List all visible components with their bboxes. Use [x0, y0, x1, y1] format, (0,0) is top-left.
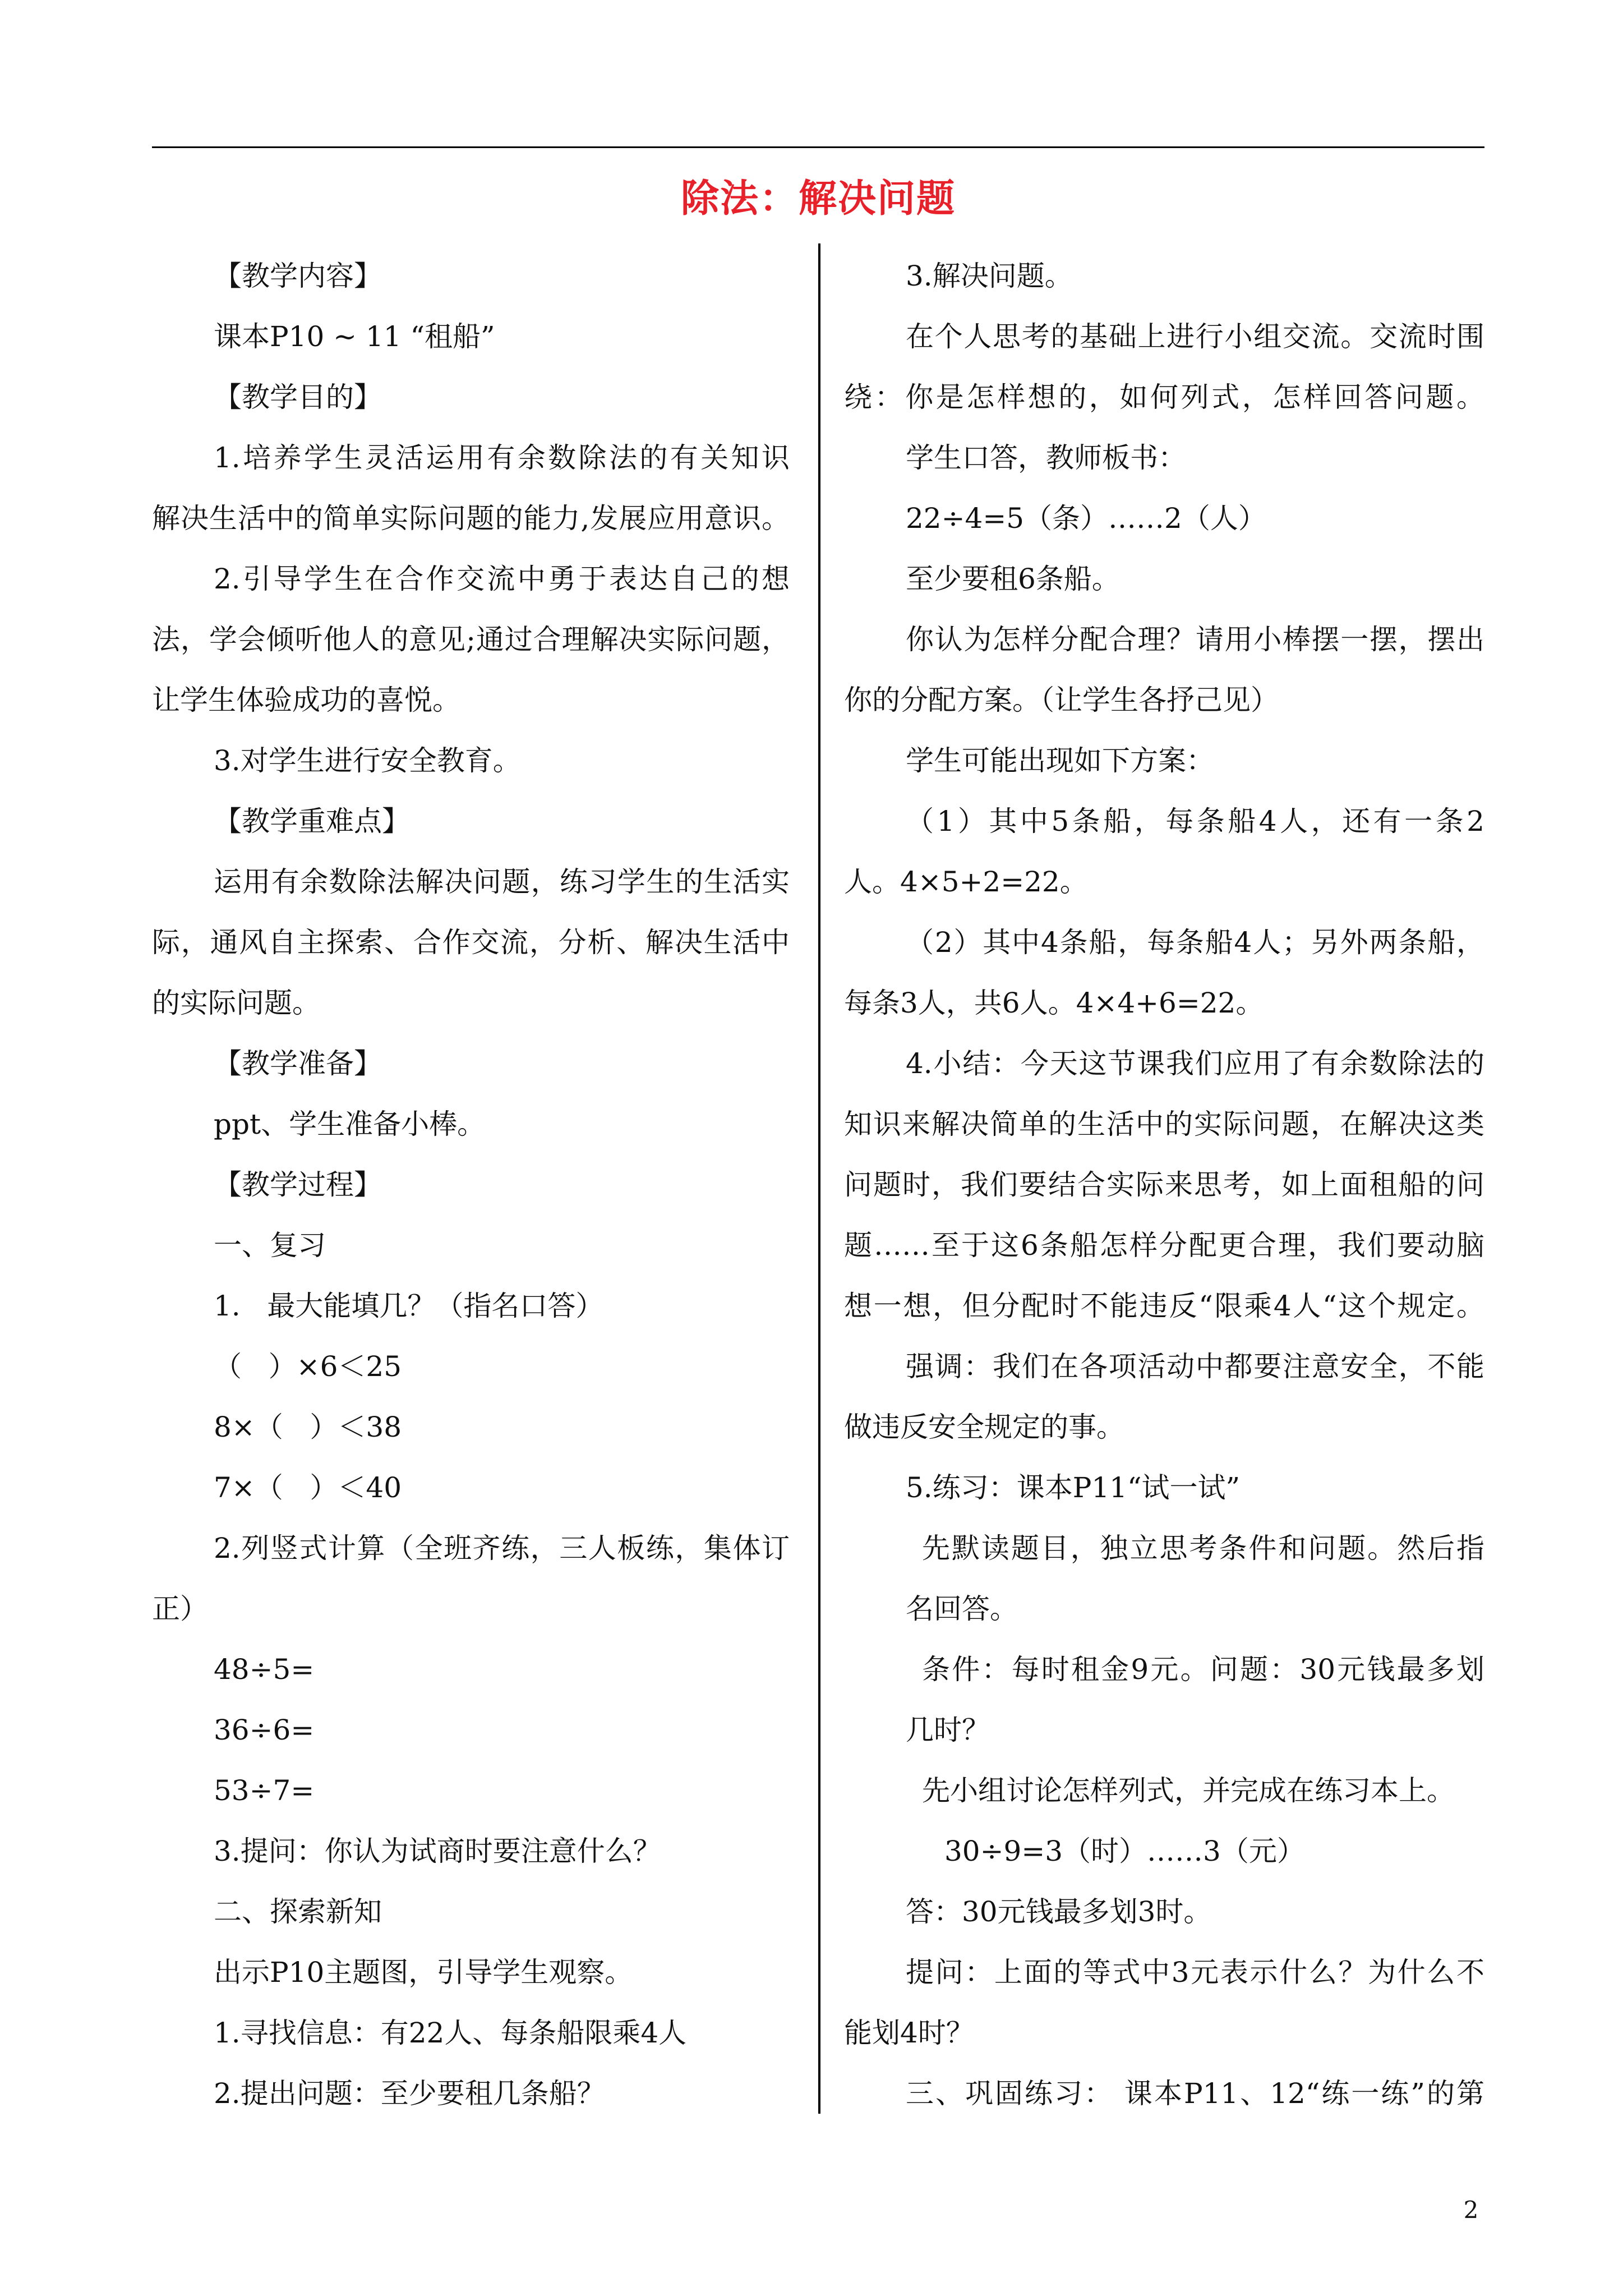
section-heading: 【教学准备】 — [214, 1047, 382, 1080]
text-line: 你认为怎样分配合理？请用小棒摆一摆，摆出 — [906, 623, 1484, 656]
text-line: 你的分配方案。（让学生各抒己见） — [844, 684, 1279, 716]
text-line: 学生可能出现如下方案： — [906, 744, 1214, 777]
text-line: 每条3人，共6人。4×4+6=22。 — [844, 987, 1264, 1019]
text-line: 学生口答，教师板书： — [906, 441, 1186, 474]
section-heading: 【教学重难点】 — [214, 805, 410, 838]
text-line: 想一想，但分配时不能违反“限乘4人“这个规定。 — [844, 1290, 1484, 1322]
exercise-line: 48÷5= — [214, 1653, 315, 1686]
text-line: 人。4×5+2=22。 — [844, 866, 1088, 898]
text-line: 至少要租6条船。 — [906, 563, 1120, 595]
text-line: 在个人思考的基础上进行小组交流。交流时围 — [906, 320, 1484, 353]
text-line: 法，学会倾听他人的意见;通过合理解决实际问题， — [152, 623, 790, 656]
right-column — [844, 246, 1484, 2124]
text-line: 解决生活中的简单实际问题的能力,发展应用意识。 — [152, 502, 790, 535]
text-line: 3.提问：你认为试商时要注意什么？ — [214, 1835, 661, 1867]
text-line: 绕：你是怎样想的，如何列式，怎样回答问题。 — [844, 381, 1484, 413]
page-number: 2 — [1463, 2196, 1479, 2224]
exercise-line: 8×（ ）＜38 — [214, 1411, 402, 1443]
text-line: 知识来解决简单的生活中的实际问题，在解决这类 — [844, 1108, 1484, 1140]
exercise-line: 7×（ ）＜40 — [214, 1471, 402, 1504]
text-line: 3.对学生进行安全教育。 — [214, 744, 521, 777]
text-line: 2.提出问题：至少要租几条船？ — [214, 2077, 605, 2110]
equation-line: 30÷9=3（时）……3（元） — [944, 1835, 1305, 1867]
text-line: 几时？ — [906, 1714, 990, 1746]
subsection-heading: 一、复习 — [214, 1229, 326, 1262]
exercise-line: （ ）×6＜25 — [214, 1350, 402, 1383]
text-line: 名回答。 — [906, 1593, 1018, 1625]
exercise-line: 36÷6= — [214, 1714, 315, 1746]
section-heading: 【教学目的】 — [214, 381, 382, 413]
column-divider — [818, 243, 820, 2114]
text-line: 做违反安全规定的事。 — [844, 1411, 1124, 1443]
text-line: 课本P10 ~ 11 “租船” — [214, 320, 495, 353]
text-line: 提问：上面的等式中3元表示什么？为什么不 — [906, 1956, 1484, 1989]
text-line: 让学生体验成功的喜悦。 — [152, 684, 460, 716]
text-line: 1.寻找信息：有22人、每条船限乘4人 — [214, 2017, 687, 2049]
text-line: （2）其中4条船，每条船4人；另外两条船， — [906, 926, 1484, 959]
left-column — [152, 246, 790, 2124]
text-line: 际，通风自主探索、合作交流，分析、解决生活中 — [152, 926, 790, 959]
text-line: 2.列竖式计算（全班齐练，三人板练，集体订 — [214, 1532, 790, 1565]
text-line: 问题时，我们要结合实际来思考，如上面租船的问 — [844, 1168, 1484, 1201]
header-rule — [152, 146, 1484, 148]
text-line: 5.练习：课本P11“试一试” — [906, 1471, 1241, 1504]
text-line: （1）其中5条船，每条船4人，还有一条2 — [906, 805, 1484, 838]
text-line: 1. 最大能填几？（指名口答） — [214, 1290, 604, 1322]
section-heading: 【教学过程】 — [214, 1168, 382, 1201]
text-line: 答：30元钱最多划3时。 — [906, 1895, 1212, 1928]
subsection-heading: 二、探索新知 — [214, 1895, 382, 1928]
text-line: 强调：我们在各项活动中都要注意安全，不能 — [906, 1350, 1484, 1383]
equation-line: 22÷4=5（条）……2（人） — [906, 502, 1266, 535]
text-line: 4.小结：今天这节课我们应用了有余数除法的 — [906, 1047, 1484, 1080]
subsection-heading: 三、巩固练习： 课本P11、12“练一练”的第 — [906, 2077, 1484, 2110]
text-line: 题……至于这6条船怎样分配更合理，我们要动脑 — [844, 1229, 1484, 1262]
text-line: 能划4时？ — [844, 2017, 974, 2049]
text-line: 出示P10主题图，引导学生观察。 — [214, 1956, 633, 1989]
text-line: 1.培养学生灵活运用有余数除法的有关知识 — [214, 441, 790, 474]
text-line: 的实际问题。 — [152, 987, 320, 1019]
text-line: 正） — [152, 1593, 208, 1625]
text-line: 2.引导学生在合作交流中勇于表达自己的想 — [214, 563, 790, 595]
text-line: 先默读题目，独立思考条件和问题。然后指 — [922, 1532, 1484, 1565]
text-line: 条件：每时租金9元。问题：30元钱最多划 — [922, 1653, 1484, 1686]
exercise-line: 53÷7= — [214, 1774, 315, 1807]
section-heading: 【教学内容】 — [214, 260, 382, 292]
text-line: 运用有余数除法解决问题，练习学生的生活实 — [214, 866, 790, 898]
text-line: 3.解决问题。 — [906, 260, 1073, 292]
page-title: 除法：解决问题 — [680, 177, 956, 221]
text-line: 先小组讨论怎样列式，并完成在练习本上。 — [922, 1774, 1455, 1807]
text-line: ppt、学生准备小棒。 — [214, 1108, 486, 1140]
